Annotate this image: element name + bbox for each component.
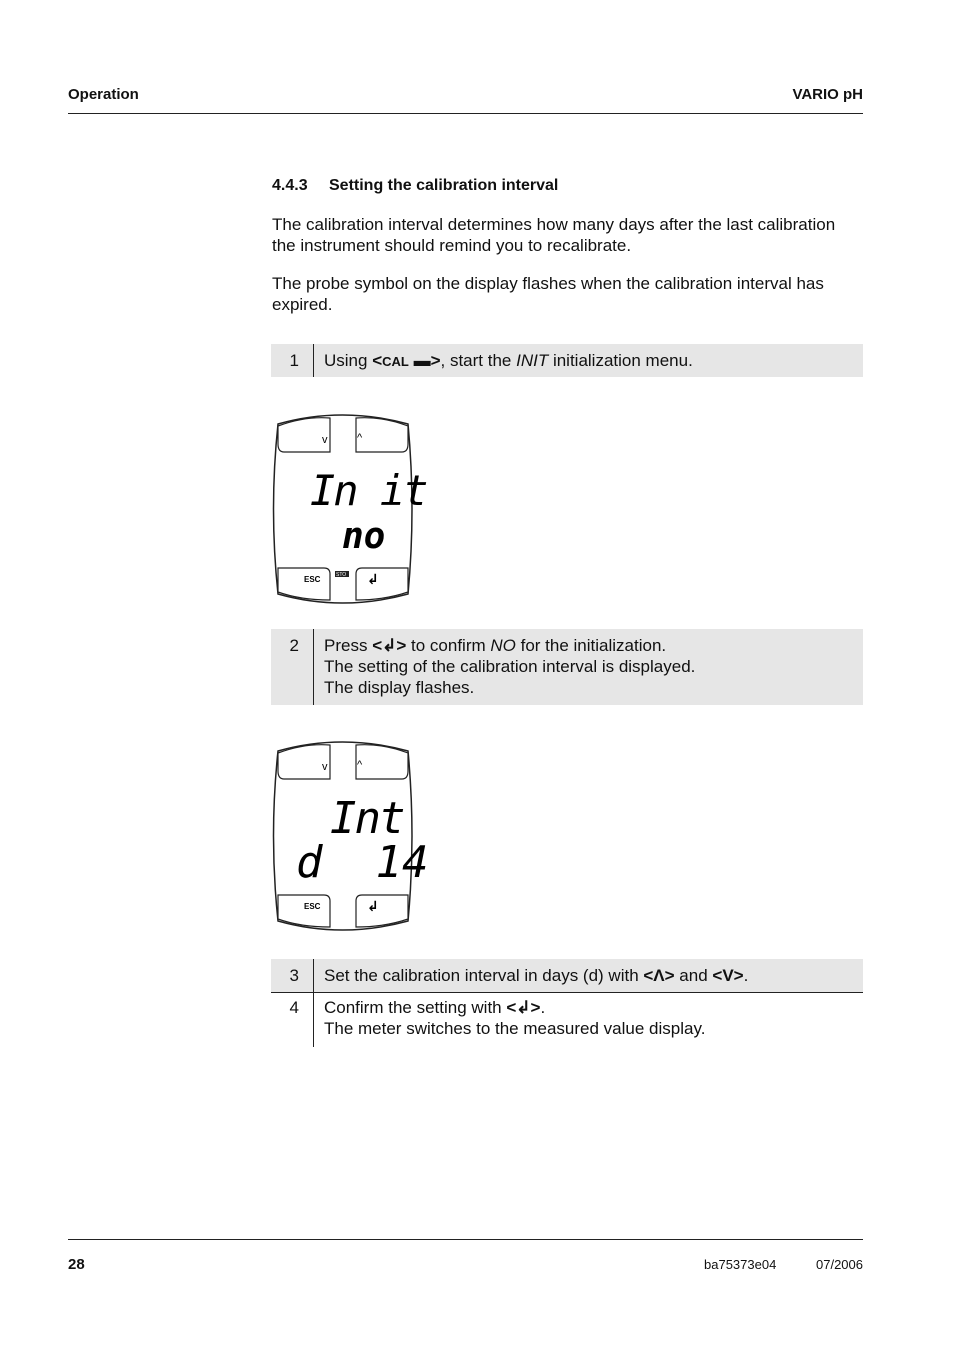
- step-2: [271, 629, 863, 705]
- header-product-name: VARIO pH: [792, 86, 863, 103]
- section-heading: [272, 177, 558, 195]
- probe-paragraph: The probe symbol on the display flashes when the calibration interval has expired.: [272, 274, 824, 314]
- meter-display-init: [270, 414, 427, 604]
- step-4: [271, 993, 863, 1047]
- step-number: 3: [271, 959, 314, 992]
- up-label: ^: [357, 759, 363, 771]
- section-number: 4.4.3: [272, 177, 308, 194]
- sto-label: STO: [336, 572, 347, 578]
- down-label: v: [322, 761, 328, 773]
- page-number: 28: [68, 1256, 85, 1273]
- step-number: 1: [271, 344, 314, 377]
- step-text: Using <CAL ▬>, start the INIT initialization menu.: [324, 351, 693, 370]
- step-text: Confirm the setting with <↲>. The meter switches to the measured value display.: [324, 998, 706, 1038]
- intro-paragraph: The calibration interval determines how many days after the last calibration the instrument should remind you to recalibrate.: [272, 215, 836, 255]
- meter-display-interval: [270, 741, 429, 931]
- lcd-line-1: In it: [310, 466, 427, 515]
- down-label: v: [322, 434, 328, 446]
- step-3: [271, 959, 863, 992]
- esc-label: ESC: [304, 902, 321, 911]
- up-button[interactable]: [356, 418, 408, 452]
- enter-label: ↲: [367, 572, 379, 588]
- up-label: ^: [357, 432, 363, 444]
- step-number: 4: [271, 993, 314, 1047]
- lcd-line-2: no: [342, 516, 386, 557]
- header-rule: [68, 113, 863, 114]
- step-text: Press <↲> to confirm NO for the initialization. The setting of the calibration interval is displayed. The display flashes.: [324, 636, 696, 697]
- document-date: 07/2006: [816, 1257, 863, 1272]
- document-id: ba75373e04: [704, 1257, 777, 1272]
- footer-rule: [68, 1239, 863, 1240]
- section-title: Setting the calibration interval: [329, 177, 559, 194]
- lcd-line-2: d 14: [296, 837, 429, 888]
- step-text: Set the calibration interval in days (d) with <Λ> and <V>.: [324, 966, 749, 985]
- header-section-label: Operation: [68, 86, 139, 103]
- enter-label: ↲: [367, 899, 379, 915]
- esc-label: ESC: [304, 575, 321, 584]
- up-button[interactable]: [356, 745, 408, 779]
- step-1: [271, 344, 863, 377]
- step-number: 2: [271, 629, 314, 705]
- lcd-line-1: Int: [330, 793, 404, 844]
